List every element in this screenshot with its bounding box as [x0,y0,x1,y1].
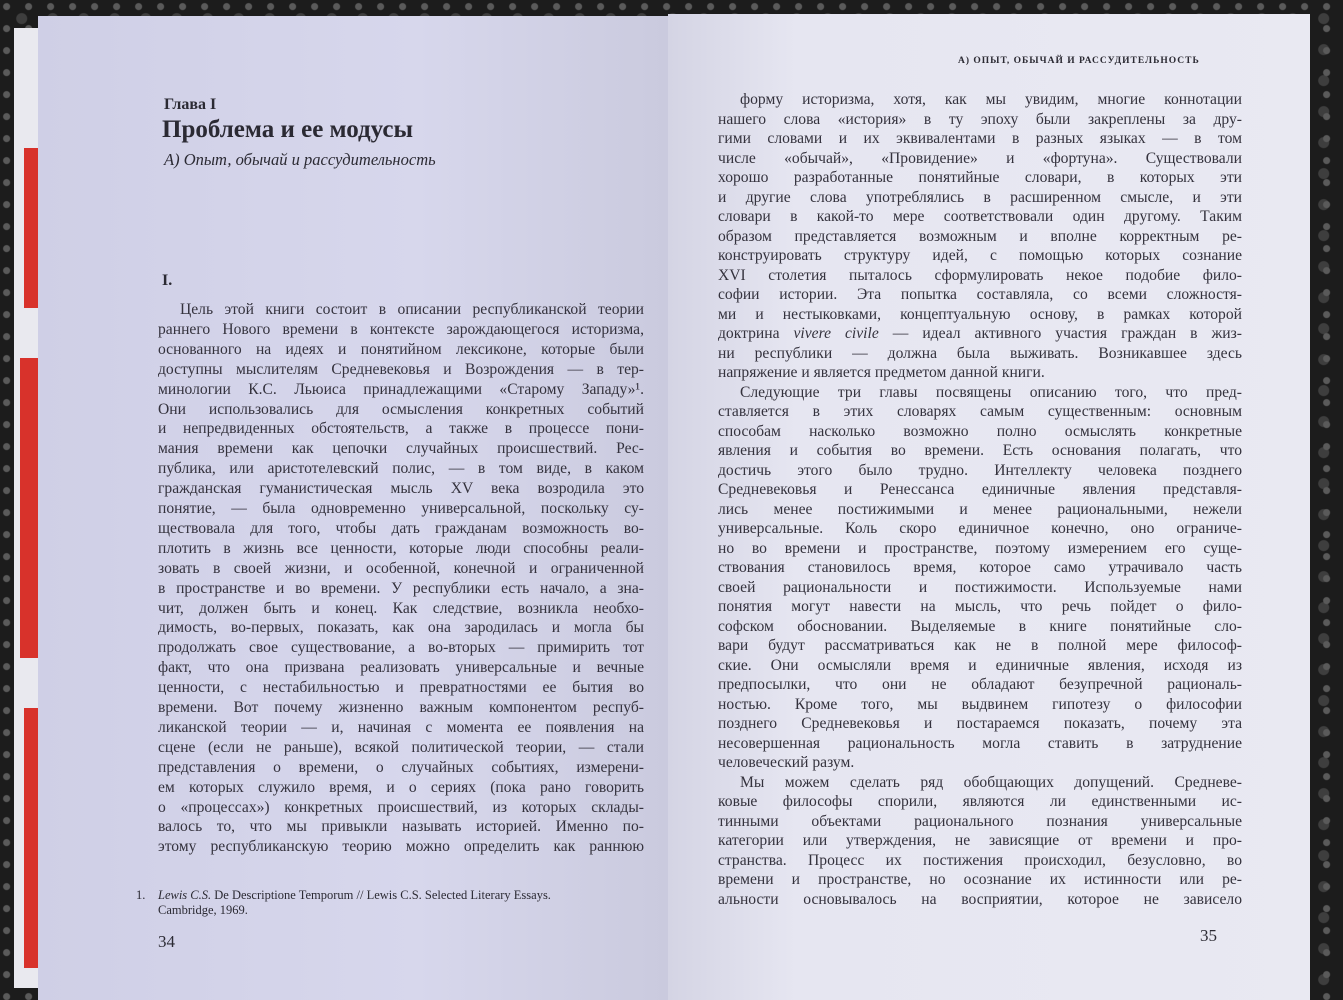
text-line: лись менее постижимыми и менее рациональными, нежели [718,500,1242,518]
text-line: напряжение и является предметом данной книги. [718,364,1045,381]
text-line: форму историзма, хотя, как мы увидим, многие коннотации [740,91,1242,108]
text-line: времени и пространстве, но осознание их истинности или ре- [718,871,1242,888]
text-line: софском обосновании. Выделяемые в книге понятийные сло- [718,617,1242,635]
text-line: предпосылки, что они не обладают безупречной рациональ- [718,676,1242,693]
text-line: нашего слова «история» в ту эпоху были закреплены за дру- [718,110,1242,128]
text-line: доктрина vivere civile — идеал активного участия граждан в жиз- [718,325,1242,342]
text-line: в пространстве и во времени. У республики есть начало, а зна- [158,579,644,597]
text-line: и другие слова употреблялись в расширенном смысле, и эти [718,188,1242,206]
text-line: тинными объектами рационального познания универсальные [718,812,1242,830]
text-line: числе «обычай», «Провидение» и «фортуна». Существовали [718,149,1242,167]
right-page [668,14,1310,1000]
text-line: гими словами и их эквивалентами в разных языках — в том [718,130,1242,147]
footnote-marker: 1. [136,888,146,902]
text-line: ценности, с нестабильностью и превратностями ее бытия во [158,679,644,697]
text-line: ствования становилось время, которое само утрачивало часть [718,559,1242,576]
text-line: мания времени как цепочки случайных происшествий. Рес- [158,440,644,458]
page-number: 35 [1200,926,1217,945]
text-line: и непредвиденных обстоятельств, а также в процессе пони- [158,420,644,438]
text-line: зовать в своей жизни, и особенной, конечной и ограниченной [158,559,644,577]
text-line: ми и нестыковками, концептуальную основу, в рамках которой [718,305,1242,323]
text-line: Они использовались для осмысления конкретных событий [158,400,644,418]
text-line: ни республики — должна была выживать. Возникавшее здесь [718,344,1242,362]
text-line: плотить в жизнь все ценности, которые люди способны реали- [158,539,644,557]
text-line: чит, должен быть и конец. Как следствие, возникла необхо- [158,599,644,617]
text-line: сцене (если не раньше), всякой политической теории, — стали [158,738,644,756]
footnote-author: Lewis C.S. [158,888,212,902]
text-line: валось то, что мы привыкли называть историей. Именно по- [158,818,644,836]
text-line: Средневековья и Ренессанса единичные явления представля- [718,481,1242,498]
text-line: несовершенная рациональность могла ставить в затруднение [718,734,1242,752]
text-line: ликанской теории — и, начиная с момента ее появления на [158,718,644,736]
text-line: вари будут рассматриваться как не в полной мере философ- [718,637,1242,654]
text-line: хорошо разработанные понятийные словари, в которых эти [718,169,1242,186]
text-line: этому республиканскую теорию можно определить как раннюю [158,838,644,856]
text-line: минологии К.С. Льюиса принадлежащими «Старому Западу»¹. [158,380,644,398]
section-number: I. [162,272,173,289]
text-line: ковые философы спорили, являются ли единственными ис- [718,793,1242,810]
text-line: словари в какой-то мере соответствовали один другому. Таким [718,208,1242,225]
text-line: представления о времени, о случайных событиях, измерени- [158,758,644,776]
text-line: своей рациональности и постижимости. Используемые нами [718,578,1242,596]
section-title: А) Опыт, обычай и рассудительность [164,150,436,169]
chapter-title: Проблема и ее модусы [162,116,414,143]
text-line: ские. Они осмысляли время и единичные явления, исходя из [718,656,1242,674]
text-line: понятия могут навести на мысль, что речь пойдет о фило- [718,598,1242,615]
text-line: Мы можем сделать ряд обобщающих допущений. Средневе- [740,773,1242,791]
text-line: ем которых служило время, и о сериях (пока рано говорить [158,778,644,796]
text-line: XVI столетия пыталось сформулировать некое подобие фило- [718,266,1242,284]
footnote-text-2: Cambridge, 1969. [158,903,248,917]
chapter-label: Глава I [164,96,217,113]
text-line: публика, или аристотелевский полис, — в том виде, в каком [158,460,644,478]
footnote-text: De Descriptione Temporum // Lewis C.S. Selected Literary Essays. [214,888,551,902]
text-line: конструировать структуру идей, с помощью которых сознание [718,247,1242,264]
running-head: А) ОПЫТ, ОБЫЧАЙ И РАССУДИТЕЛЬНОСТЬ [958,56,1200,66]
text-line: понятие, — была одновременно универсальной, поскольку су- [158,500,644,517]
text-line: но во времени и пространстве, поэтому измерением его суще- [718,539,1242,557]
footnote [158,888,646,918]
text-line: странства. Процесс их постижения происходил, безусловно, во [718,851,1242,869]
text-line: раннего Нового времени в контексте зарождающегося историзма, [158,320,644,338]
text-line: времени. Вот почему жизненно важным компонентом респуб- [158,699,644,716]
text-line: о «процессах») конкретных происшествий, из которых склады- [158,798,644,816]
page-number: 34 [158,932,175,951]
text-line: альности основывалось на восприятии, которое не зависело [718,890,1242,908]
text-line: ставляется в этих словарях самым существенным: основным [718,403,1242,420]
text-line: достичь этого было трудно. Интеллекту человека позднего [718,461,1242,479]
text-line: человеческий разум. [718,754,855,771]
text-line: явления и события во времени. Есть основания полагать, что [718,442,1242,459]
text-line: ществовала для того, чтобы дать гражданам возможность во- [158,519,644,537]
text-line: универсальные. Коль скоро единичное конечно, оно ограниче- [718,520,1242,537]
text-line: образом представляется возможным и вполне корректным ре- [718,227,1242,245]
text-line: категории или утверждения, не зависящие от времени и про- [718,832,1242,849]
text-line: позднего Средневековья и постараемся показать, почему эта [718,715,1242,732]
left-page [38,16,670,1000]
text-line: гражданская гуманистическая мысль XV века возродила это [158,480,644,498]
text-line: способам насколько возможно полно осмыслять конкретные [718,422,1242,440]
text-line: Следующие три главы посвящены описанию того, что пред- [740,383,1242,401]
text-line: софии истории. Эта попытка составляла, со всеми сложностя- [718,286,1242,303]
text-line: доступны мыслителям Средневековья и Возрождения — в тер- [158,360,644,378]
text-line: Цель этой книги состоит в описании республиканской теории [180,301,644,318]
text-line: ностью. Кроме того, мы выдвинем гипотезу о философии [718,695,1242,713]
text-line: димость, во-первых, показать, как она зародилась и могла бы [158,619,644,637]
text-line: основанного на идеях и понятийном лексиконе, которые были [158,340,644,358]
text-line: продолжать свое существование, а во-вторых — примирить тот [158,639,644,657]
text-line: факт, что она призвана реализовать универсальные и вечные [158,659,644,677]
